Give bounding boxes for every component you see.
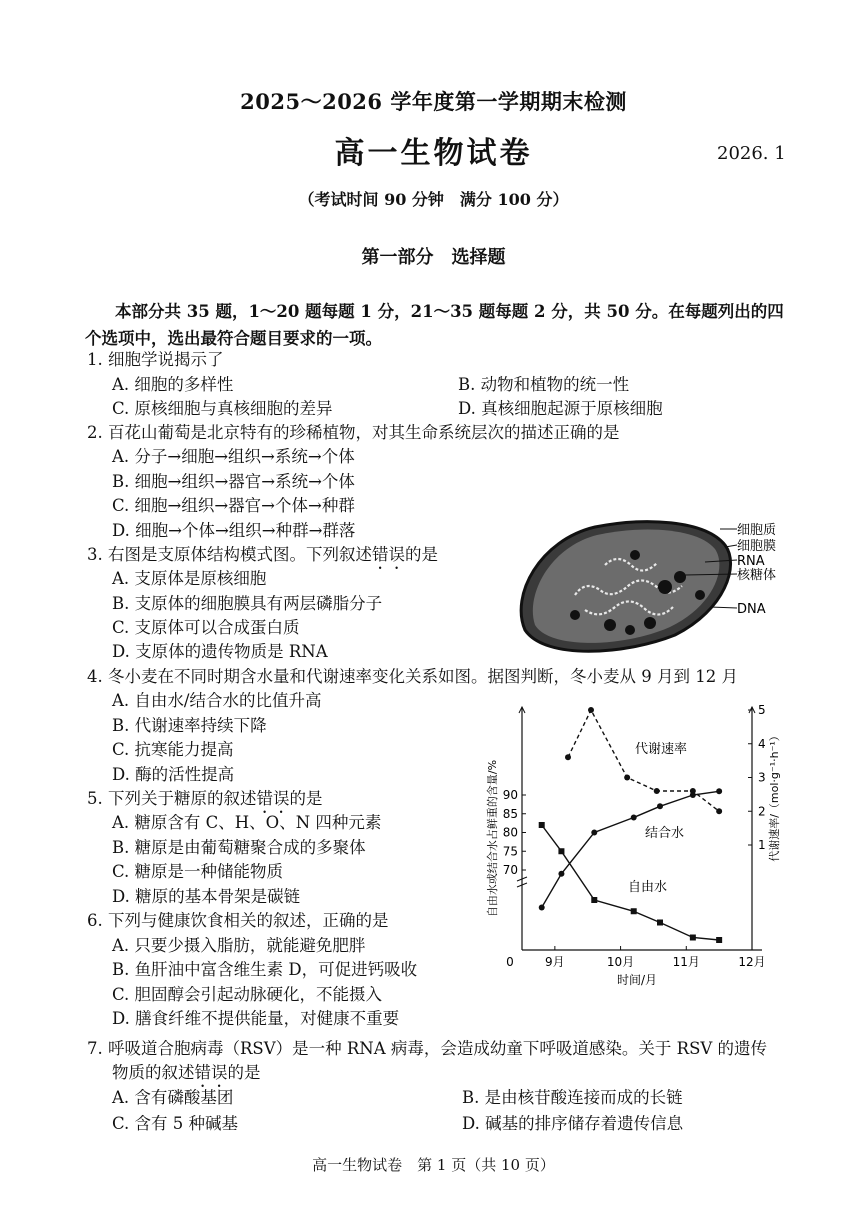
series-1-point (591, 830, 597, 836)
question-7-stem-line1: 7. 呼吸道合胞病毒（RSV）是一种 RNA 病毒，会造成幼童下呼吸道感染。关于 RSV 的遗传 (87, 1039, 768, 1058)
series-2-point (558, 848, 564, 854)
y-right-tick-label: 4 (758, 736, 766, 751)
question-7-stem-pre: 物质的叙述 (112, 1063, 195, 1082)
label-cell-membrane: 细胞膜 (737, 539, 777, 554)
y-right-tick-label: 3 (758, 770, 766, 785)
question-2-option-c: C. 细胞→组织→器官→个体→种群 (112, 496, 355, 515)
question-5-stem-post: 的是 (289, 789, 323, 808)
exam-date: 2026. 1 (717, 143, 786, 164)
series-2-point (631, 908, 637, 914)
question-4-option-d: D. 酶的活性提高 (112, 765, 235, 784)
question-1-option-c: C. 原核细胞与真核细胞的差异 (112, 399, 333, 418)
series-2-point (690, 935, 696, 941)
series-1-point (539, 905, 545, 911)
series-2-point (657, 920, 663, 926)
mycoplasma-diagram (515, 515, 815, 660)
label-dna: DNA (737, 602, 766, 617)
question-7-option-a: A. 含有磷酸基团 (112, 1088, 234, 1107)
x-origin-label: 0 (506, 955, 514, 969)
y-left-tick-label: 70 (502, 863, 518, 877)
question-5-option-a: A. 糖原含有 C、H、O、N 四种元素 (112, 813, 382, 832)
question-7-option-b: B. 是由核苷酸连接而成的长链 (462, 1088, 683, 1107)
series-1-point (657, 803, 663, 809)
subject-title: 高一生物试卷 (334, 136, 533, 171)
section-instructions: 本部分共 35 题，1～20 题每题 1 分，21～35 题每题 2 分，共 50 分。在每题列出的四个选项中，选出最符合题目要求的一项。 (85, 302, 784, 348)
question-3-option-a: A. 支原体是原核细胞 (112, 569, 267, 588)
question-2-stem: 2. 百花山葡萄是北京特有的珍稀植物，对其生命系统层次的描述正确的是 (87, 423, 620, 442)
y-left-tick-label: 80 (502, 825, 518, 840)
question-6-option-c: C. 胆固醇会引起动脉硬化，不能摄入 (112, 985, 383, 1004)
question-1-option-a: A. 细胞的多样性 (112, 375, 234, 394)
y-right-tick-label: 1 (758, 838, 766, 852)
page-footer: 高一生物试卷 第 1 页（共 10 页） (312, 1156, 555, 1174)
question-6-option-d: D. 膳食纤维不提供能量，对健康不重要 (112, 1009, 400, 1028)
question-2-option-d: D. 细胞→个体→组织→种群→群落 (112, 521, 356, 540)
x-tick-label: 11月 (672, 955, 700, 969)
question-5-option-b: B. 糖原是由葡萄糖聚合成的多聚体 (112, 838, 366, 857)
series-1-point (716, 788, 722, 794)
series-label-0: 代谢速率 (635, 742, 688, 757)
x-tick-label: 12月 (738, 955, 766, 969)
x-tick-label: 9月 (545, 955, 565, 969)
x-axis-label: 时间/月 (616, 973, 658, 987)
series-0-point (624, 775, 630, 781)
y-left-tick-label: 85 (502, 806, 518, 821)
question-7-option-c: C. 含有 5 种碱基 (112, 1114, 239, 1133)
y-left-tick-label: 75 (502, 844, 518, 859)
question-5-stem-pre: 5. 下列关于糖原的叙述 (87, 789, 257, 808)
question-7-stem-emphasis: 错误 (194, 1063, 228, 1082)
series-label-2: 自由水 (628, 880, 668, 895)
question-1-stem: 1. 细胞学说揭示了 (87, 350, 224, 369)
y-right-axis-label: 代谢速率/（mol·g⁻¹·h⁻¹） (768, 730, 781, 862)
series-0-point (654, 788, 660, 794)
question-5-option-d: D. 糖原的基本骨架是碳链 (112, 887, 301, 906)
y-right-tick-label: 2 (758, 804, 766, 819)
question-1-option-d: D. 真核细胞起源于原核细胞 (458, 399, 663, 418)
question-7-stem-post: 的是 (227, 1063, 261, 1082)
series-line-0 (568, 710, 719, 811)
question-3-option-d: D. 支原体的遗传物质是 RNA (112, 642, 328, 661)
question-4-stem: 4. 冬小麦在不同时期含水量和代谢速率变化关系如图。据图判断，冬小麦从 9 月到 12 月 (87, 667, 738, 686)
section-title: 第一部分 选择题 (361, 247, 506, 268)
series-2-point (591, 897, 597, 903)
series-2-point (716, 937, 722, 943)
series-1-point (690, 792, 696, 798)
question-3-option-c: C. 支原体可以合成蛋白质 (112, 618, 300, 637)
question-6-option-b: B. 鱼肝油中富含维生素 D，可促进钙吸收 (112, 960, 418, 979)
series-0-point (588, 707, 594, 713)
series-0-point (716, 808, 722, 814)
question-5-stem-emphasis: 错误 (256, 789, 290, 808)
question-6-option-a: A. 只要少摄入脂肪，就能避免肥胖 (112, 936, 366, 955)
series-1-point (631, 815, 637, 821)
question-4-option-c: C. 抗寒能力提高 (112, 740, 234, 759)
water-metabolism-chart (480, 695, 790, 995)
y-left-axis-label: 自由水或结合水占鲜重的含量/% (486, 759, 499, 918)
y-left-tick-label: 90 (502, 788, 518, 802)
label-ribosome: 核糖体 (737, 568, 777, 583)
exam-time-info: （考试时间 90 分钟 满分 100 分） (298, 190, 569, 209)
series-1-point (558, 871, 564, 877)
question-4-option-a: A. 自由水/结合水的比值升高 (112, 691, 322, 710)
question-3-stem-emphasis: 错误 (372, 545, 405, 564)
series-2-point (539, 822, 545, 828)
exam-title: 2025～2026 学年度第一学期期末检测 (240, 89, 627, 114)
label-rna: RNA (737, 554, 765, 569)
question-3-stem-pre: 3. 右图是支原体结构模式图。下列叙述 (87, 545, 372, 564)
question-3-option-b: B. 支原体的细胞膜具有两层磷脂分子 (112, 594, 383, 613)
y-right-tick-label: 5 (758, 703, 766, 717)
question-1-option-b: B. 动物和植物的统一性 (458, 375, 630, 394)
question-2-option-b: B. 细胞→组织→器官→系统→个体 (112, 472, 355, 491)
question-6-stem: 6. 下列与健康饮食相关的叙述，正确的是 (87, 911, 389, 930)
series-label-1: 结合水 (645, 826, 685, 841)
question-7-option-d: D. 碱基的排序储存着遗传信息 (462, 1114, 684, 1133)
question-5-option-c: C. 糖原是一种储能物质 (112, 862, 284, 881)
series-0-point (565, 754, 571, 760)
label-cytoplasm: 细胞质 (737, 523, 777, 538)
x-tick-label: 10月 (606, 955, 635, 969)
question-3-stem-post: 的是 (405, 545, 438, 564)
question-2-option-a: A. 分子→细胞→组织→系统→个体 (112, 447, 355, 466)
question-4-option-b: B. 代谢速率持续下降 (112, 716, 267, 735)
